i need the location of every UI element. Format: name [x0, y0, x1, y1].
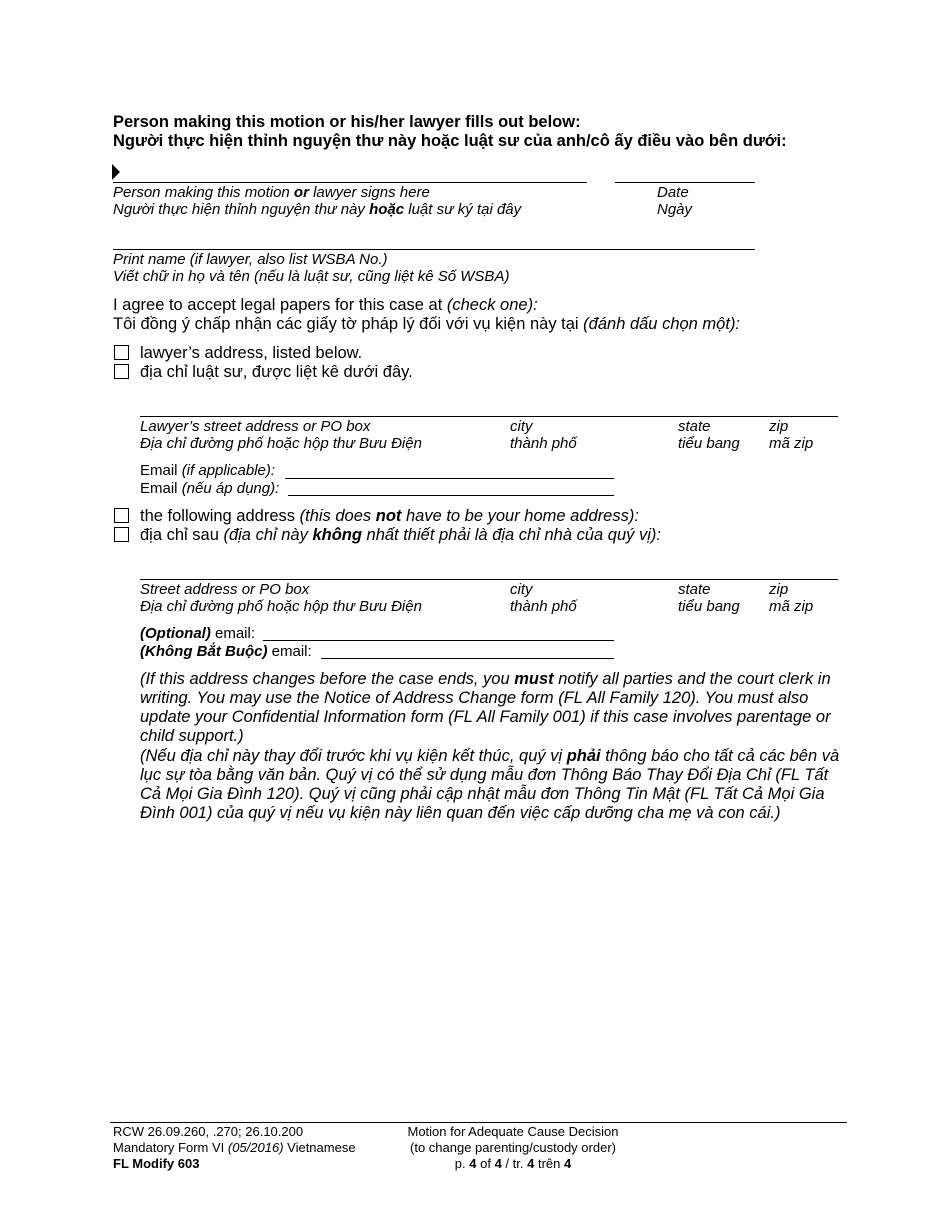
- lawyer-state-label-vi: tiểu bang: [678, 435, 740, 452]
- date-label-en: Date: [657, 184, 689, 201]
- other-address-option-en: the following address (this does not have to be your home address):: [140, 507, 639, 525]
- lawyer-address-checkbox[interactable]: [114, 345, 129, 360]
- date-line[interactable]: [615, 182, 755, 183]
- other-state-label-en: state: [678, 581, 711, 598]
- signature-label-vi: Người thực hiện thỉnh nguyện thư này hoặc luật sư ký tại đây: [113, 201, 522, 218]
- footer-title-line2: (to change parenting/custody order): [410, 1140, 616, 1155]
- signature-arrow-icon: [111, 163, 121, 181]
- agree-text-vi: Tôi đồng ý chấp nhận các giấy tờ pháp lý đối với vụ kiện này tại (đánh dấu chọn một):: [113, 315, 741, 333]
- footer-rcw: RCW 26.09.260, .270; 26.10.200: [113, 1124, 304, 1139]
- lawyer-city-label-en: city: [510, 418, 533, 435]
- other-city-label-vi: thành phố: [510, 598, 577, 615]
- other-address-checkbox-vi[interactable]: [114, 527, 129, 542]
- other-state-label-vi: tiểu bang: [678, 598, 740, 615]
- optional-email-line[interactable]: [263, 640, 614, 641]
- lawyer-city-label-vi: thành phố: [510, 435, 577, 452]
- footer-title-line1: Motion for Adequate Cause Decision: [407, 1124, 619, 1139]
- lawyer-address-checkbox-vi[interactable]: [114, 364, 129, 379]
- optional-email-label-vi: (Không Bắt Buộc) email:: [140, 643, 312, 660]
- date-label-vi: Ngày: [657, 201, 693, 218]
- other-street-label-en: Street address or PO box: [140, 581, 310, 598]
- address-change-notice-vi: (Nếu địa chỉ này thay đổi trước khi vụ kiện kết thúc, quý vị phải thông báo cho tất cả các bên và lục sự tòa bằng văn bản. Quý vị có thể sử dụng mẫu đơn Thông Báo Thay Đổi Địa Chỉ (FL Tất Cả Mọi Gia Đình 120). Quý vị cũng phải cập nhật mẫu đơn Thông Tin Mật (FL Tất Cả Mọi Gia Đình 001) của quý vị nếu vụ kiện này liên quan đến việc cấp dưỡng cha mẹ và con cái.): [140, 747, 840, 822]
- other-zip-label-vi: mã zip: [769, 598, 814, 615]
- lawyer-state-label-en: state: [678, 418, 711, 435]
- agree-text-en: I agree to accept legal papers for this case at (check one):: [113, 296, 538, 314]
- other-address-checkbox[interactable]: [114, 508, 129, 523]
- signature-label-en: Person making this motion or lawyer signs here: [113, 184, 430, 201]
- other-street-label-vi: Địa chỉ đường phố hoặc hộp thư Bưu Điện: [140, 598, 422, 615]
- lawyer-email-label-vi: Email (nếu áp dụng):: [140, 480, 280, 497]
- lawyer-address-line[interactable]: [140, 416, 838, 417]
- signature-line[interactable]: [113, 182, 587, 183]
- other-address-option-vi: địa chỉ sau (địa chỉ này không nhất thiết phải là địa chỉ nhà của quý vị):: [140, 526, 661, 544]
- address-change-notice-en: (If this address changes before the case ends, you must notify all parties and the court clerk in writing. You may use the Notice of Address Change form (FL All Family 120). You must also update your Confidential Information form (FL All Family 001) if this case involves parentage or child support.): [140, 670, 831, 745]
- lawyer-address-option-en: lawyer’s address, listed below.: [140, 344, 363, 362]
- lawyer-zip-label-vi: mã zip: [769, 435, 814, 452]
- print-name-label-en: Print name (if lawyer, also list WSBA No.): [113, 251, 388, 268]
- print-name-label-vi: Viết chữ in họ và tên (nếu là luật sư, cũng liệt kê Số WSBA): [113, 268, 510, 285]
- footer-mandatory-form: Mandatory Form VI (05/2016) Vietnamese: [113, 1140, 356, 1155]
- footer-page-number: p. 4 of 4 / tr. 4 trên 4: [454, 1156, 572, 1171]
- lawyer-email-line-vi[interactable]: [288, 495, 614, 496]
- lawyer-address-option-vi: địa chỉ luật sư, được liệt kê dưới đây.: [140, 363, 413, 381]
- lawyer-street-label-en: Lawyer’s street address or PO box: [140, 418, 371, 435]
- footer-form-id: FL Modify 603: [113, 1156, 200, 1171]
- optional-email-label-en: (Optional) email:: [140, 625, 256, 642]
- other-zip-label-en: zip: [769, 581, 789, 598]
- print-name-line[interactable]: [113, 249, 755, 250]
- other-address-line[interactable]: [140, 579, 838, 580]
- section-heading-vi: Người thực hiện thỉnh nguyện thư này hoặc luật sư của anh/cô ấy điều vào bên dưới:: [113, 132, 787, 150]
- section-heading-en: Person making this motion or his/her lawyer fills out below:: [113, 113, 581, 131]
- lawyer-zip-label-en: zip: [769, 418, 789, 435]
- footer-rule: [110, 1122, 847, 1123]
- lawyer-street-label-vi: Địa chỉ đường phố hoặc hộp thư Bưu Điện: [140, 435, 422, 452]
- other-city-label-en: city: [510, 581, 533, 598]
- lawyer-email-line[interactable]: [285, 478, 614, 479]
- optional-email-line-vi[interactable]: [321, 658, 614, 659]
- lawyer-email-label-en: Email (if applicable):: [140, 462, 276, 479]
